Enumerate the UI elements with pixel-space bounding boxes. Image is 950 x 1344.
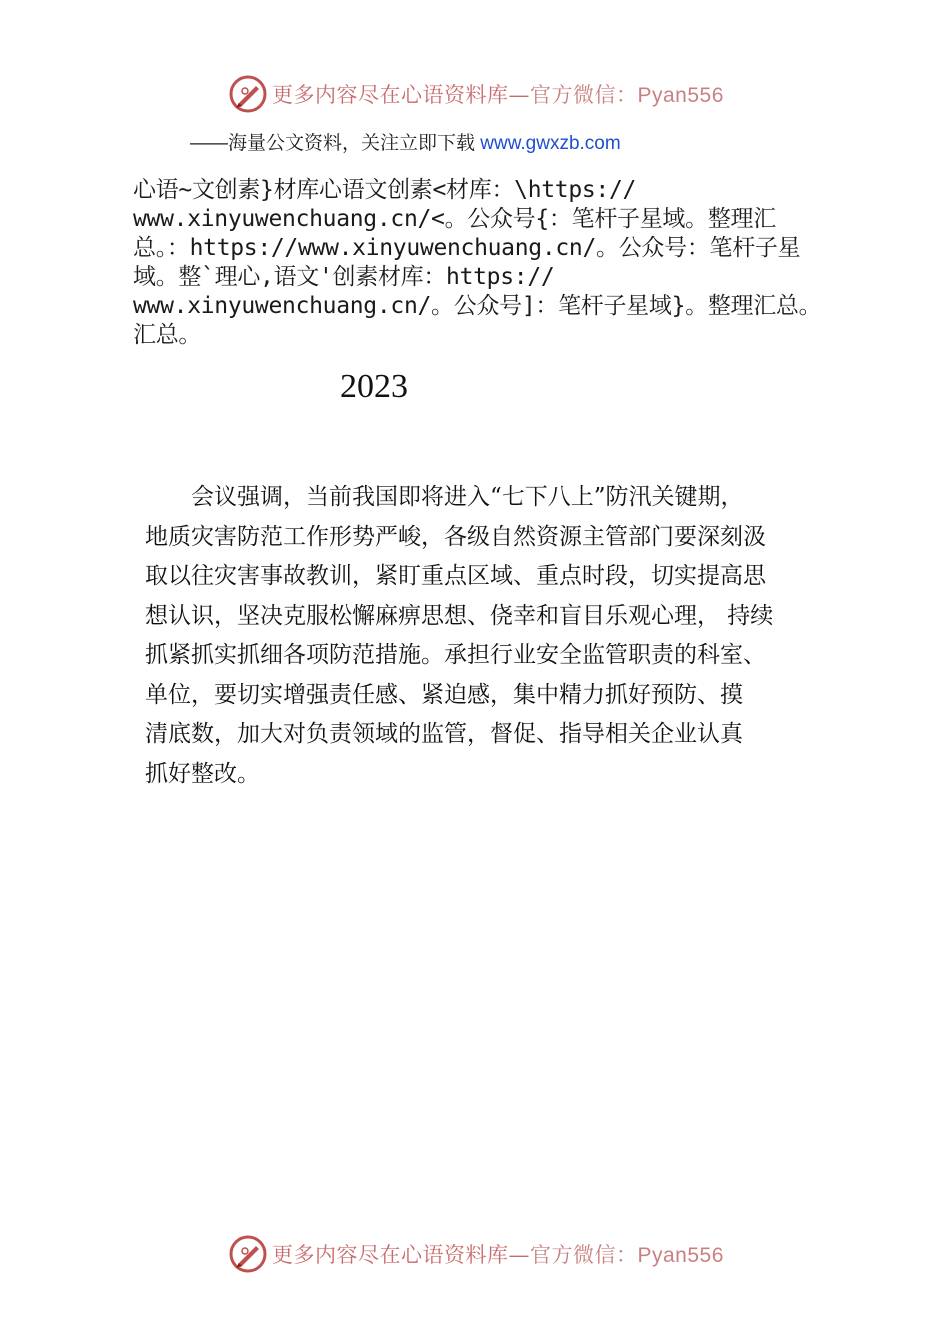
- body-line: 清底数，加大对负责领域的监管，督促、指导相关企业认真: [145, 721, 743, 747]
- pen-logo-icon: [228, 1234, 268, 1274]
- body-paragraph: [145, 478, 845, 794]
- watermark-line: www.xinyuwenchuang.cn/。公众号]：笔杆子星域}。整理汇总。: [133, 293, 822, 319]
- header-banner-wechat: 官方微信：: [530, 83, 638, 107]
- download-subline: [190, 128, 621, 155]
- watermark-line: 汇总。: [133, 322, 202, 348]
- watermark-line: 域。整`理心,语文'创素材库：https://: [133, 264, 555, 290]
- body-line: 会议强调，当前我国即将进入“七下八上”防汛关键期，: [145, 484, 744, 510]
- watermark-line: 总。：https://www.xinyuwenchuang.cn/。公众号：笔杆子星: [133, 235, 801, 261]
- pen-logo-icon: [228, 74, 268, 114]
- header-banner-main: 更多内容尽在心语资料库—: [272, 83, 530, 107]
- watermark-line: 心语~文创素}材库心语文创素<材库：\https://: [133, 177, 637, 203]
- header-banner-text: [272, 79, 724, 109]
- document-year: 2023: [340, 368, 408, 405]
- header-banner-account: Pyan556: [637, 84, 724, 107]
- footer-banner-account: Pyan556: [637, 1244, 724, 1267]
- subline-text: ——海量公文资料，关注立即下载: [190, 133, 481, 154]
- watermark-text-block: [133, 176, 853, 350]
- footer-banner-main: 更多内容尽在心语资料库—: [272, 1243, 530, 1267]
- download-link[interactable]: www.gwxzb.com: [480, 133, 621, 154]
- body-line: 单位，要切实增强责任感、紧迫感，集中精力抓好预防、摸: [145, 681, 743, 708]
- body-line: 取以往灾害事故教训，紧盯重点区域、重点时段，切实提高思: [145, 563, 766, 589]
- body-line: 抓好整改。: [145, 760, 260, 787]
- body-line: 抓紧抓实抓细各项防范措施。承担行业安全监管职责的科室、: [145, 642, 766, 668]
- footer-banner-text: [272, 1239, 724, 1269]
- body-line: 想认识，坚决克服松懈麻痹思想、侥幸和盲目乐观心理， 持续: [145, 602, 774, 629]
- footer-banner: [228, 1232, 748, 1276]
- header-banner: [228, 72, 748, 116]
- watermark-line: www.xinyuwenchuang.cn/<。公众号{：笔杆子星域。整理汇: [133, 206, 776, 232]
- footer-banner-wechat: 官方微信：: [530, 1243, 638, 1267]
- body-line: 地质灾害防范工作形势严峻，各级自然资源主管部门要深刻汲: [145, 523, 766, 550]
